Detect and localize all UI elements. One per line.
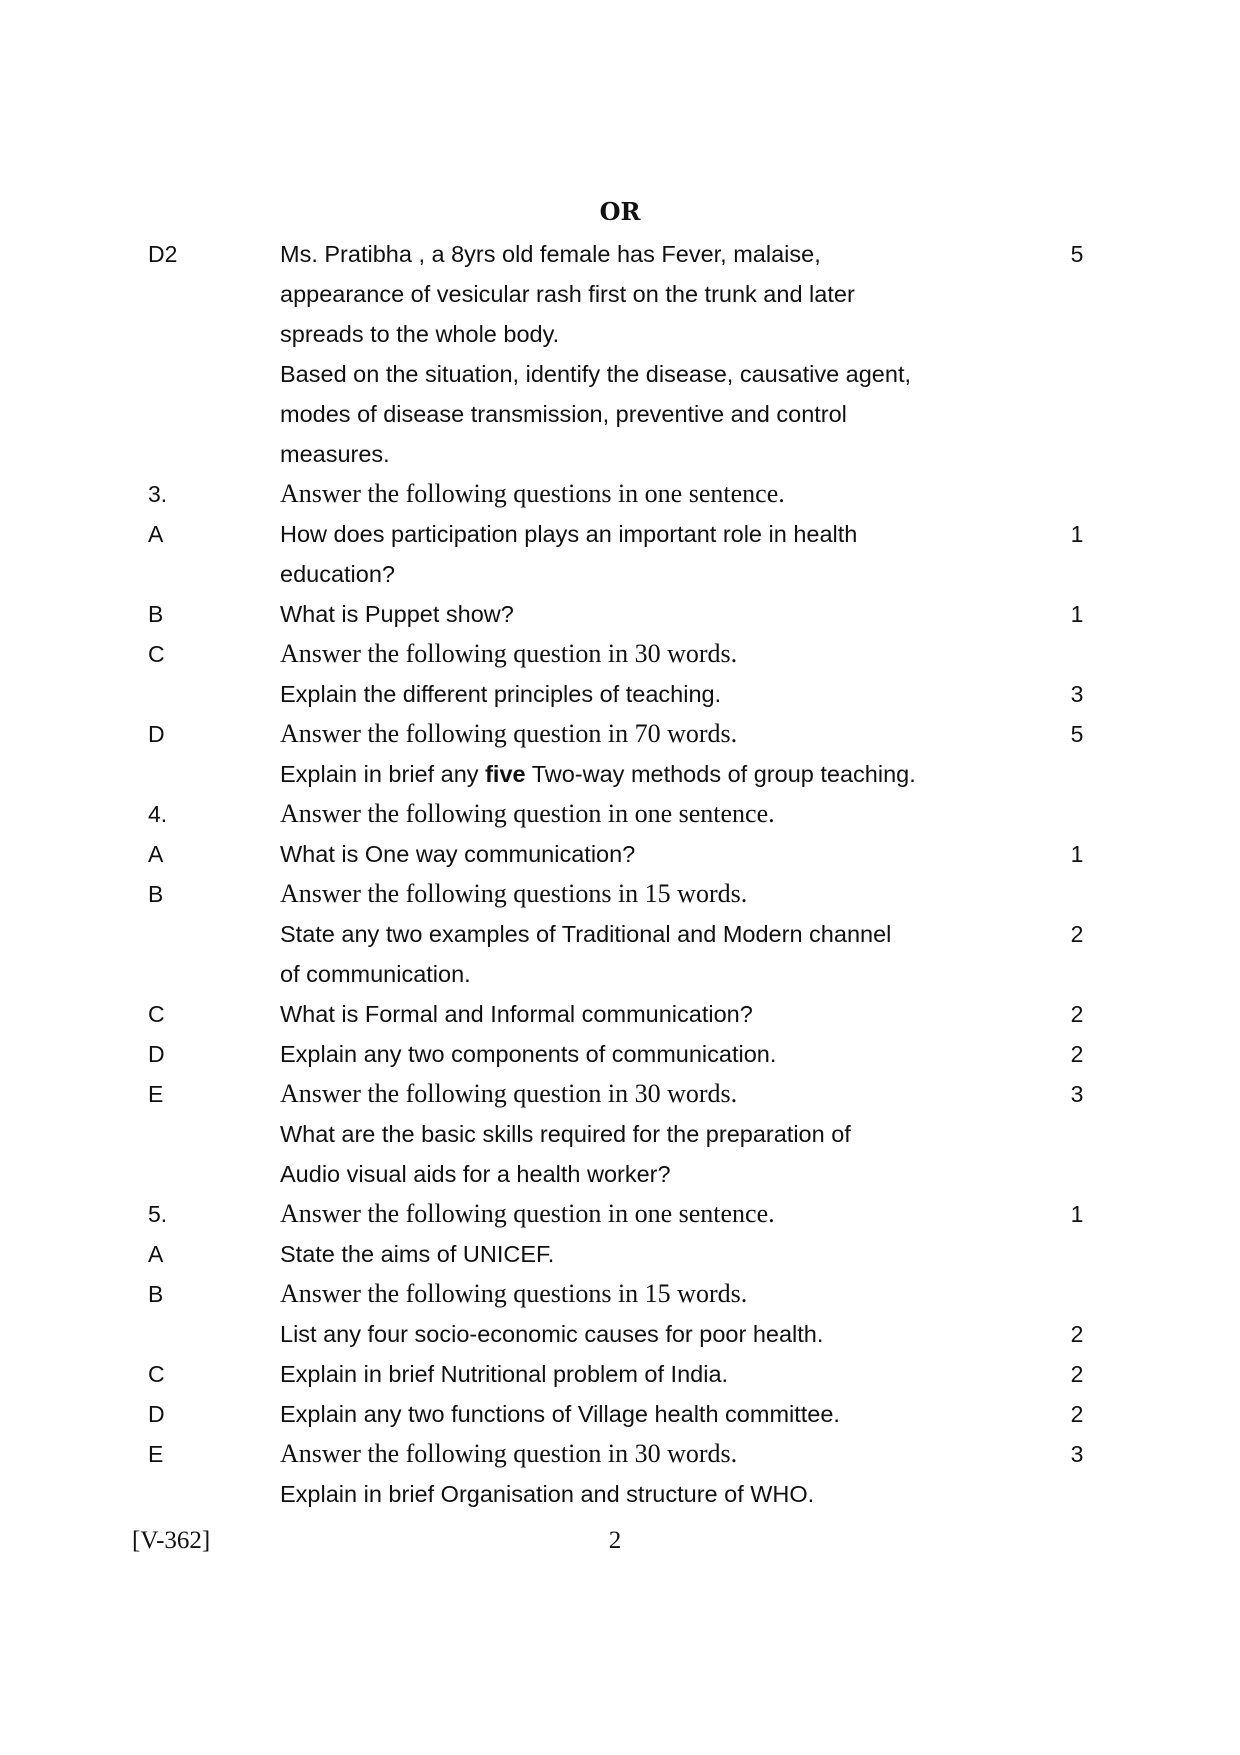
question-label: D	[148, 1041, 165, 1067]
question-text: What are the basic skills required for the preparation of	[280, 1121, 851, 1147]
question-text: What is Puppet show?	[280, 601, 514, 627]
question-marks: 2	[1070, 1321, 1084, 1347]
question-row	[0, 1194, 1240, 1234]
question-text: Answer the following question in 30 words.	[280, 1079, 738, 1108]
question-row	[0, 1034, 1240, 1074]
question-marks: 1	[1070, 521, 1084, 547]
question-text: State the aims of UNICEF.	[280, 1241, 555, 1267]
question-text: List any four socio-economic causes for poor health.	[280, 1321, 824, 1347]
question-text-emphasis: five	[485, 761, 526, 787]
question-text: Answer the following questions in one sentence.	[280, 479, 785, 508]
question-row	[0, 1274, 1240, 1314]
question-row	[0, 1474, 1240, 1514]
question-label: 5.	[148, 1201, 168, 1227]
question-label: B	[148, 1281, 164, 1307]
question-label: C	[148, 1361, 165, 1387]
question-text: Audio visual aids for a health worker?	[280, 1161, 671, 1187]
question-row	[0, 1114, 1240, 1154]
question-text-part: Explain in brief any	[280, 761, 486, 787]
question-label: 3.	[148, 481, 168, 507]
question-text: Answer the following question in one sentence.	[280, 799, 775, 828]
question-label: A	[148, 521, 164, 547]
question-label: D2	[148, 241, 178, 267]
question-text: Answer the following question in 30 words.	[280, 1439, 738, 1468]
question-marks: 2	[1070, 1001, 1084, 1027]
question-row	[0, 594, 1240, 634]
question-marks: 1	[1070, 1201, 1084, 1227]
question-text: Answer the following questions in 15 words.	[280, 879, 748, 908]
question-marks: 3	[1070, 681, 1084, 707]
question-marks: 2	[1070, 1401, 1084, 1427]
question-text: What is One way communication?	[280, 841, 636, 867]
question-row	[0, 1234, 1240, 1274]
question-text: Explain any two components of communication.	[280, 1041, 777, 1067]
question-text	[280, 760, 916, 788]
question-row	[0, 714, 1240, 754]
question-text: Explain the different principles of teaching.	[280, 681, 722, 707]
question-row	[0, 314, 1240, 354]
question-text: spreads to the whole body.	[280, 321, 560, 347]
question-row	[0, 834, 1240, 874]
question-row	[0, 1434, 1240, 1474]
question-row	[0, 1074, 1240, 1114]
question-marks: 1	[1070, 841, 1084, 867]
question-marks: 5	[1070, 241, 1084, 267]
question-text: Answer the following question in one sentence.	[280, 1199, 775, 1228]
question-marks: 2	[1070, 1361, 1084, 1387]
question-text: Based on the situation, identify the disease, causative agent,	[280, 361, 912, 387]
page-number: 2	[608, 1527, 622, 1554]
question-row	[0, 1394, 1240, 1434]
question-text: Ms. Pratibha , a 8yrs old female has Fever, malaise,	[280, 241, 821, 267]
question-label: D	[148, 721, 165, 747]
question-row	[0, 1154, 1240, 1194]
question-label: E	[148, 1081, 164, 1107]
question-marks: 3	[1070, 1441, 1084, 1467]
question-text-part: Two-way methods of group teaching.	[525, 761, 916, 787]
question-label: 4.	[148, 801, 168, 827]
question-marks: 1	[1070, 601, 1084, 627]
question-text: Explain in brief Nutritional problem of India.	[280, 1361, 729, 1387]
question-label: B	[148, 601, 164, 627]
question-text: Answer the following question in 70 words.	[280, 719, 738, 748]
question-row	[0, 874, 1240, 914]
question-row	[0, 1314, 1240, 1354]
paper-code: [V-362]	[132, 1527, 211, 1554]
question-label: D	[148, 1401, 165, 1427]
question-text: How does participation plays an important role in health	[280, 521, 858, 547]
question-text: modes of disease transmission, preventive and control	[280, 401, 847, 427]
question-text: Explain in brief Organisation and structure of WHO.	[280, 1481, 815, 1507]
question-row	[0, 354, 1240, 394]
question-label: E	[148, 1441, 164, 1467]
question-row	[0, 514, 1240, 554]
question-row	[0, 754, 1240, 794]
question-text: What is Formal and Informal communication?	[280, 1001, 753, 1027]
question-text: measures.	[280, 441, 390, 467]
question-row	[0, 634, 1240, 674]
question-row	[0, 674, 1240, 714]
question-row	[0, 434, 1240, 474]
question-row	[0, 394, 1240, 434]
question-label: A	[148, 1241, 164, 1267]
question-text: of communication.	[280, 961, 471, 987]
question-marks: 2	[1070, 1041, 1084, 1067]
question-marks: 5	[1070, 721, 1084, 747]
question-label: A	[148, 841, 164, 867]
question-row	[0, 954, 1240, 994]
question-label: B	[148, 881, 164, 907]
question-marks: 2	[1070, 921, 1084, 947]
question-row	[0, 554, 1240, 594]
question-row	[0, 994, 1240, 1034]
question-row	[0, 274, 1240, 314]
question-label: C	[148, 1001, 165, 1027]
question-marks: 3	[1070, 1081, 1084, 1107]
question-text: Explain any two functions of Village health committee.	[280, 1401, 840, 1427]
or-heading: OR	[599, 197, 641, 226]
question-row	[0, 914, 1240, 954]
question-text: appearance of vesicular rash first on the trunk and later	[280, 281, 855, 307]
question-text: Answer the following question in 30 words.	[280, 639, 738, 668]
question-row	[0, 1354, 1240, 1394]
question-row	[0, 234, 1240, 274]
question-text: State any two examples of Traditional and Modern channel	[280, 921, 892, 947]
question-row	[0, 474, 1240, 514]
question-row	[0, 794, 1240, 834]
question-text: education?	[280, 561, 395, 587]
question-list	[0, 234, 1240, 1514]
question-text: Answer the following questions in 15 words.	[280, 1279, 748, 1308]
question-label: C	[148, 641, 165, 667]
